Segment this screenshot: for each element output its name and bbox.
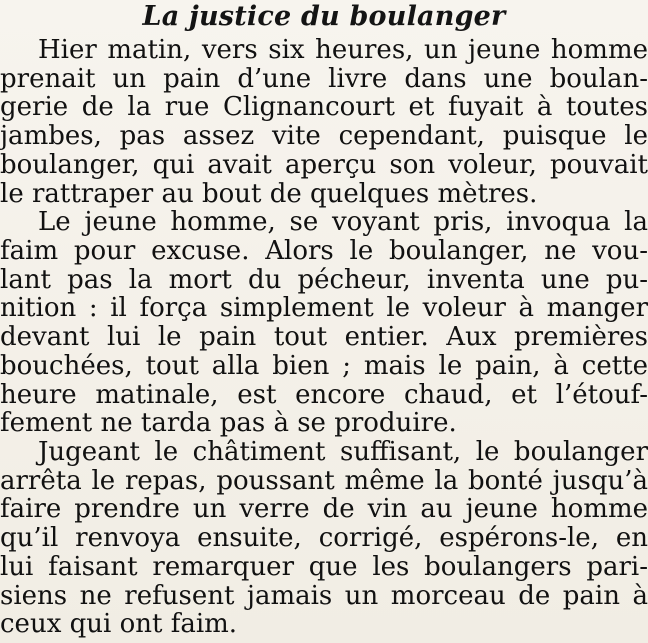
article-line: ceux qui ont faim. xyxy=(0,610,238,639)
article-line: jambes, pas assez vite cependant, puisque le xyxy=(0,122,648,151)
article-line: devant lui le pain tout entier. Aux premières xyxy=(0,323,648,352)
article-line: qu’il renvoya ensuite, corrigé, espérons-le, en xyxy=(0,524,648,553)
article-line: fement ne tarda pas à se produire. xyxy=(0,409,457,438)
article-line: boulanger, qui avait aperçu son voleur, pouvait xyxy=(0,150,648,180)
article-line: arrêta le repas, poussant même la bonté jusqu’à xyxy=(0,466,648,496)
article-title: La justice du boulanger xyxy=(142,1,506,32)
article-line: gerie de la rue Clignancourt et fuyait à toutes xyxy=(0,93,648,123)
article-line: siens ne refusent jamais un morceau de pain à xyxy=(0,581,648,611)
article-line: le rattraper au bout de quelques mètres. xyxy=(0,179,538,209)
article-line: bouchées, tout alla bien ; mais le pain, à cette xyxy=(0,351,648,381)
article-line: lant pas la mort du pécheur, inventa une pu- xyxy=(0,265,648,295)
article-line: Hier matin, vers six heures, un jeune homme xyxy=(38,36,648,65)
article-line: faire prendre un verre de vin au jeune homme xyxy=(0,495,648,525)
article-line: faim pour excuse. Alors le boulanger, ne vou- xyxy=(0,237,648,266)
article-line: prenait un pain d’une livre dans une boulan- xyxy=(0,64,648,94)
article-line: Le jeune homme, se voyant pris, invoqua la xyxy=(38,208,648,237)
article-line: nition : il força simplement le voleur à manger xyxy=(0,294,648,324)
article-line: Jugeant le châtiment suffisant, le boulanger xyxy=(38,438,648,467)
article-line: heure matinale, est encore chaud, et l’étouf- xyxy=(0,380,648,410)
article-line: lui faisant remarquer que les boulangers pari- xyxy=(0,552,648,582)
